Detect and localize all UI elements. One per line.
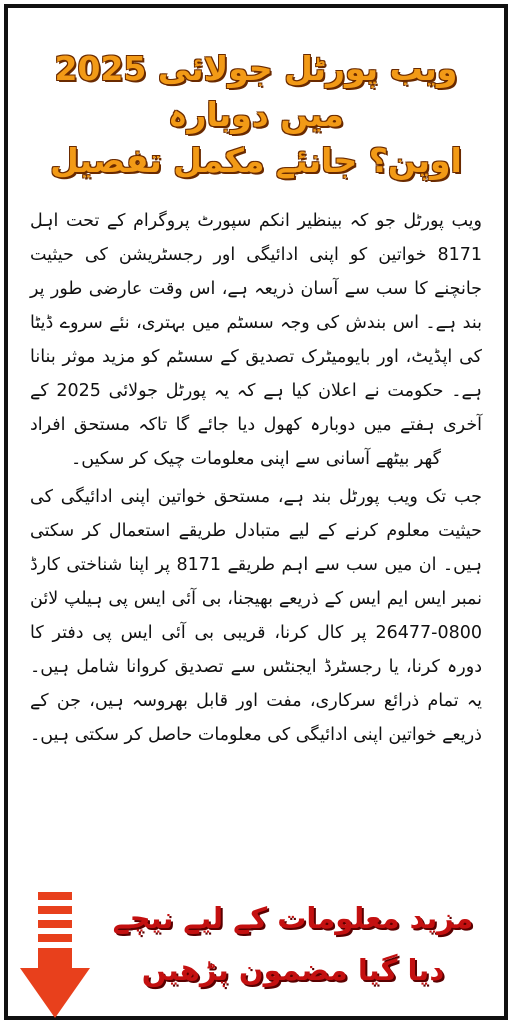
read-more-line-1: مزید معلومات کے لیے نیچے: [112, 901, 474, 935]
read-more-line-2: دیا گیا مضمون پڑھیں: [141, 953, 445, 987]
read-more-text[interactable]: [88, 892, 498, 996]
article-title: [26, 46, 486, 184]
title-line-2: اوپن؟ جانئے مکمل تفصیل: [50, 141, 462, 180]
down-arrow-icon: [20, 892, 90, 1020]
article-card: [4, 4, 508, 1020]
paragraph-2: جب تک ویب پورٹل بند ہے، مستحق خواتین اپنی ادائیگی کی حیثیت معلوم کرنے کے لیے متبادل طریقے استعمال کر سکتی ہیں۔ ان میں سب سے اہم طریقے 8171 پر اپنا شناختی کارڈ نمبر ایس ایم ایس کے ذریعے بھیجنا، بی آئی ایس پی ہیلپ لائن 0800-26477 پر کال کرنا، قریبی بی آئی ایس پی دفتر کا دورہ کرنا، یا رجسٹرڈ ایجنٹس سے تصدیق کروانا شامل ہیں۔ یہ تمام ذرائع سرکاری، مفت اور قابل بھروسہ ہیں، جن کے ذریعے خواتین اپنی ادائیگی کی معلومات حاصل کر سکتی ہیں۔: [30, 487, 482, 745]
title-line-1: ویب پورٹل جولائی 2025 میں دوبارہ: [54, 49, 458, 134]
read-more-banner[interactable]: [8, 878, 504, 1016]
paragraph-1: ویب پورٹل جو کہ بینظیر انکم سپورٹ پروگرام کے تحت اہل 8171 خواتین کو اپنی ادائیگی اور رجسٹریشن کی حیثیت جانچنے کا سب سے آسان ذریعہ ہے، اس وقت عارضی طور پر بند ہے۔ اس بندش کی وجہ سسٹم میں بہتری، نئے سروے ڈیٹا کی اپڈیٹ، اور بایومیٹرک تصدیق کے سسٹم کو مزید موثر بنانا ہے۔ حکومت نے اعلان کیا ہے کہ یہ پورٹل جولائی 2025 کے آخری ہفتے میں دوبارہ کھول دیا جائے گا تاکہ مستحق افراد گھر بیٹھے آسانی سے اپنی معلومات چیک کر سکیں۔: [30, 211, 483, 469]
